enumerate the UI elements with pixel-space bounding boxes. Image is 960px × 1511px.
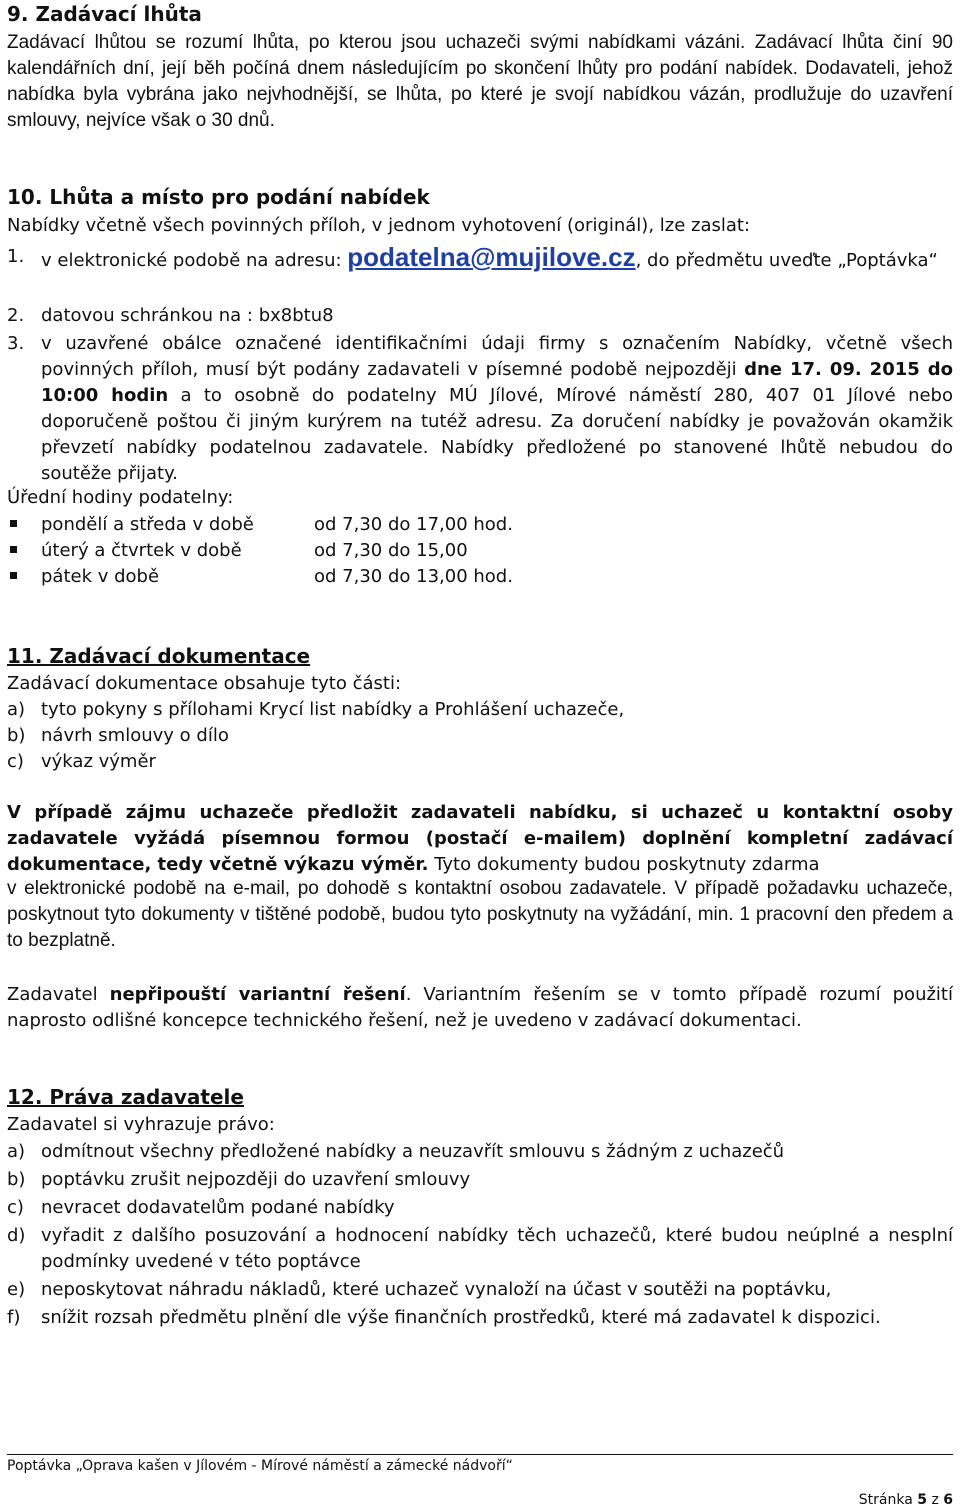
section-12-intro: Zadavatel si vyhrazuje právo: [7, 1114, 275, 1135]
office-hours-row: úterý a čtvrtek v době od 7,30 do 15,00 [7, 538, 953, 564]
list-item: c) výkaz výměr [7, 751, 156, 772]
documentation-request-paragraph: V případě zájmu uchazeče předložit zadavateli nabídku, si uchazeč u kontaktní osoby zadavatele vyžádá písemnou formou (postačí e-mailem) doplnění kompletní zadávací dokumentace, tedy včetně výkazu výměr. Tyto dokumenty budou poskytnuty zdarma [7, 802, 953, 875]
office-hours-row: pondělí a středa v době od 7,30 do 17,00 hod. [7, 512, 953, 538]
office-hours-row: pátek v době od 7,30 do 13,00 hod. [7, 564, 953, 590]
list-item: b) návrh smlouvy o dílo [7, 725, 229, 746]
databox-text: datovou schránkou na : bx8btu8 [41, 305, 334, 326]
envelope-text: v uzavřené obálce označené identifikačními údaji firmy s označením [41, 333, 734, 354]
section-10-heading: 10. Lhůta a místo pro podání nabídek [7, 185, 430, 209]
item-number: 3. [7, 333, 25, 354]
documentation-parts-list [7, 697, 953, 775]
section-11-intro: Zadávací dokumentace obsahuje tyto části: [7, 673, 402, 694]
bullet-icon [7, 538, 41, 564]
list-item: a) tyto pokyny s přílohami Krycí list nabídky a Prohlášení uchazeče, [7, 699, 625, 720]
envelope-text-tail: a to osobně do podatelny MÚ Jílové, Mírové náměstí 280, 407 01 Jílové nebo doporučeně poštou či jiným kurýrem na tutéž adresu. Za doručení nabídky je považován okamžik převzetí nabídky podatelnou zadavatele. Nabídky předložené po stanovené lhůtě nebudou do soutěže přijaty. [41, 385, 953, 484]
office-hours-title: Úřední hodiny podatelny: [7, 487, 234, 508]
item-number: 2. [7, 305, 25, 326]
email-option-text: v elektronické podobě na adresu: [41, 250, 348, 271]
submission-option-databox [7, 303, 953, 329]
list-item: e) neposkytovat náhradu nákladů, které uchazeč vynaloží na účast v soutěži na poptávku, [7, 1279, 832, 1300]
list-item: b) poptávku zrušit nejpozději do uzavření smlouvy [7, 1169, 471, 1190]
list-item: f) snížit rozsah předmětu plnění dle výše finančních prostředků, které má zadavatel k dispozici. [7, 1307, 881, 1328]
list-item: c) nevracet dodavatelům podané nabídky [7, 1197, 395, 1218]
submission-option-envelope [7, 331, 953, 487]
deadline-date: dne 17. 09. 2015 do 10:00 hodin [41, 359, 953, 406]
section-9-text: Zadávací lhůtou se rozumí lhůta, po kterou jsou uchazeči svými nabídkami vázáni. Zadávací lhůta činí 90 kalendářních dní, její běh počíná dnem následujícím po skončení lhůty pro podání nabídek. Dodavateli, jehož nabídka byla vybrána jako nejvhodnější, se lhůta, po které je svojí nabídkou vázán, prodlužuje do uzavření smlouvy, nejvíce však o 30 dnů. [7, 32, 953, 131]
section-11-heading: 11. Zadávací dokumentace [7, 644, 311, 668]
office-hours-list [7, 512, 953, 590]
item-number: 1. [7, 246, 25, 267]
submission-option-email [7, 244, 953, 274]
section-10-intro: Nabídky včetně všech povinných příloh, v jednom vyhotovení (originál), lze zaslat: [7, 215, 751, 236]
documentation-delivery-paragraph: v elektronické podobě na e-mail, po dohodě s kontaktní osobou zadavatele. V případě požadavku uchazeče, poskytnout tyto dokumenty v tištěné podobě, budou tyto poskytnuty na vyžádání, min. 1 pracovní den předem a to bezplatně. [7, 878, 953, 951]
bullet-icon [7, 564, 41, 590]
variant-solution-paragraph: Zadavatel nepřipouští variantní řešení. Variantním řešením se v tomto případě rozumí použití naprosto odlišné koncepce technického řešení, než je uvedeno v zadávací dokumentaci. [7, 984, 953, 1031]
footer-divider [7, 1454, 953, 1455]
list-item: a) odmítnout všechny předložené nabídky a neuzavřít smlouvu s žádným z uchazečů [7, 1141, 785, 1162]
page-number: Stránka 5 z 6 [858, 1492, 953, 1508]
contracting-rights-list [7, 1139, 953, 1331]
email-link[interactable]: podatelna@mujilove.cz [347, 242, 636, 272]
list-item: d) vyřadit z dalšího posuzování a hodnocení nabídky těch uchazečů, které budou neúplné a nesplní podmínky uvedené v této poptávce [7, 1225, 953, 1272]
section-12-heading: 12. Práva zadavatele [7, 1085, 244, 1109]
email-option-suffix: , do předmětu uveďte „Poptávka“ [635, 250, 938, 271]
section-9-heading: 9. Zadávací lhůta [7, 2, 202, 26]
footer-document-title: Poptávka „Oprava kašen v Jílovém - Mírové náměstí a zámecké nádvoří“ [7, 1458, 513, 1474]
bullet-icon [7, 512, 41, 538]
envelope-text-cont: Nabídky, včetně všech povinných příloh, musí být podány zadavateli v písemné podobě nejpozději [41, 333, 953, 380]
